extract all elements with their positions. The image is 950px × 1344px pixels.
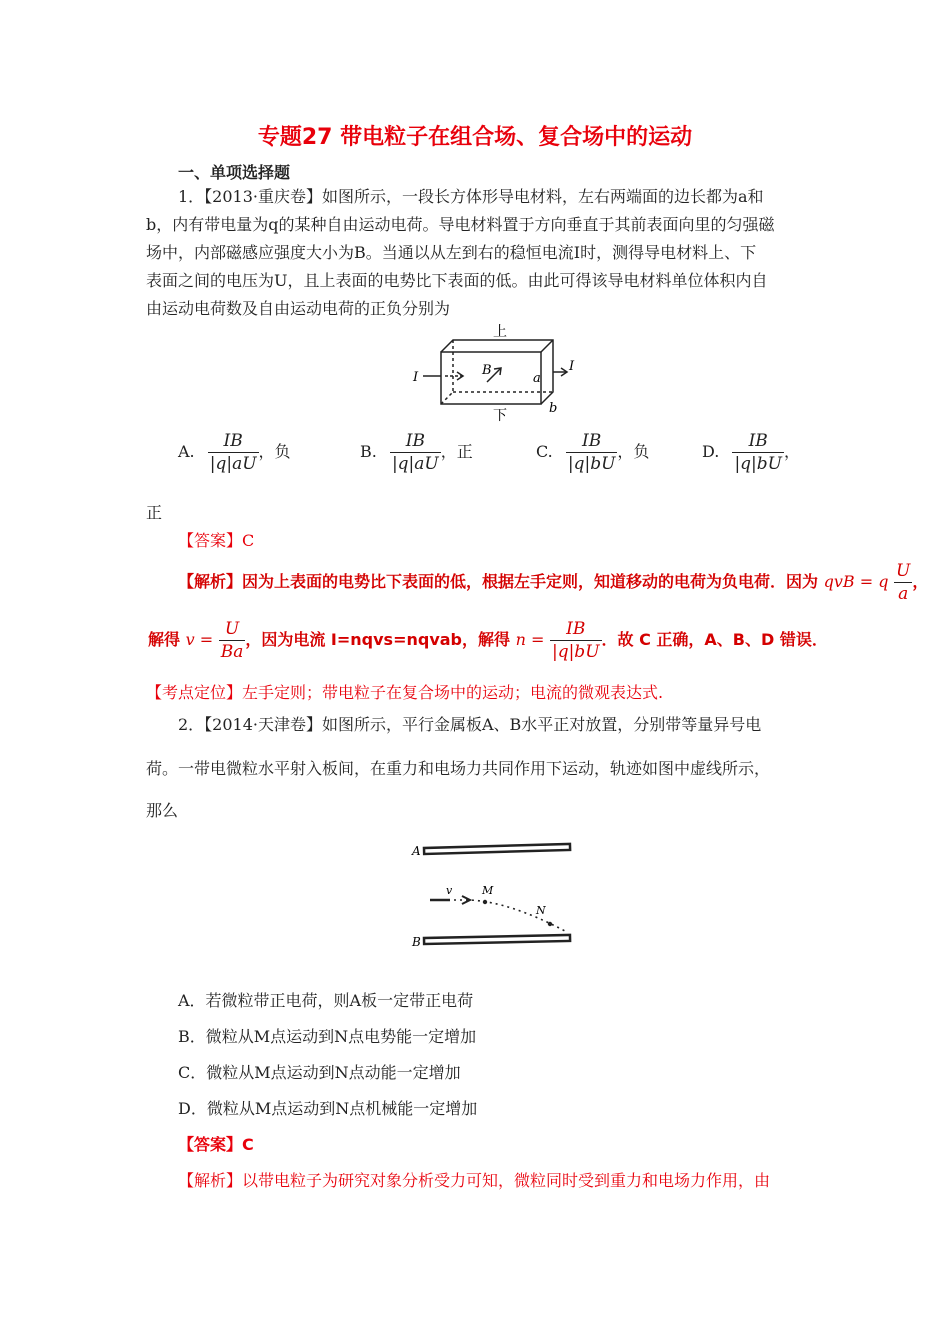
- fig-label-a: a: [533, 371, 541, 386]
- fig-label-v: v: [446, 884, 453, 897]
- q1-line-1: 1．【2013·重庆卷】如图所示，一段长方体形导电材料，左右两端面的边长都为a和: [178, 187, 764, 206]
- option-b-fraction: $\frac{IB}{|q|aU}$: [391, 431, 439, 474]
- q2-choice-d: D．微粒从M点运动到N点机械能一定增加: [178, 1099, 478, 1118]
- option-c: C. $\frac{IB}{|q|bU}$ ，负: [536, 431, 650, 474]
- fig-label-plate-b: B: [412, 935, 421, 949]
- q2-figure-plates: [410, 836, 580, 956]
- q2-analysis: 【解析】以带电粒子为研究对象分析受力可知，微粒同时受到重力和电场力作用，由: [178, 1171, 771, 1190]
- option-d: D. $\frac{IB}{|q|bU}$ ，: [702, 431, 800, 474]
- option-d-fraction: $\frac{IB}{|q|bU}$: [734, 431, 782, 474]
- fig-label-m: M: [482, 884, 494, 897]
- q1-answer: 【答案】C: [178, 531, 255, 550]
- option-a: A. $\frac{IB}{|q|aU}$ ，负: [178, 431, 291, 474]
- q1-line-3: 场中，内部磁感应强度大小为B。当通以从左到右的稳恒电流I时，测得导电材料上、下: [146, 243, 757, 262]
- q1-line-4: 表面之间的电压为U，且上表面的电势比下表面的低。由此可得该导电材料单位体积内自: [146, 271, 768, 290]
- fig-label-i-right: I: [569, 359, 575, 374]
- q1-kaodian: 【考点定位】左手定则；带电粒子在复合场中的运动；电流的微观表达式.: [146, 683, 664, 702]
- option-c-fraction: $\frac{IB}{|q|bU}$: [567, 431, 616, 474]
- section-heading: 一、单项选择题: [178, 163, 291, 182]
- page-title: 专题27 带电粒子在组合场、复合场中的运动: [257, 125, 693, 150]
- q2-line-3: 那么: [146, 801, 179, 820]
- q2-choice-a: A．若微粒带正电荷，则A板一定带正电荷: [178, 991, 474, 1010]
- fig-label-i-left: I: [413, 370, 419, 385]
- option-b: B. $\frac{IB}{|q|aU}$ ，正: [360, 431, 473, 474]
- fig-label-b-edge: b: [549, 401, 558, 416]
- fig-label-bottom: 下: [493, 408, 507, 424]
- q1-analysis-line-2: 解得 v = $\frac{U}{Ba}$ ，因为电流 I=nqvs=nqvab，解得 n = $\frac{IB}{|q|bU}$ ．故 C 正确，A、B、D 错误．: [148, 619, 828, 662]
- fig-label-b-field: B: [482, 363, 492, 378]
- q1-line-2: b，内有带电量为q的某种自由运动电荷。导电材料置于方向垂直于其前表面向里的匀强磁: [146, 215, 775, 234]
- eq3-fraction: $\frac{IB}{|q|bU}$: [551, 619, 600, 662]
- q2-line-1: 2．【2014·天津卷】如图所示，平行金属板A、B水平正对放置，分别带等量异号电: [178, 715, 762, 734]
- q1-analysis-line-1: 【解析】因为上表面的电势比下表面的低，根据左手定则，知道移动的电荷为负电荷．因为 qvB = q $\frac{U}{a}$ ，: [178, 561, 929, 604]
- option-a-fraction: $\frac{IB}{|q|aU}$: [209, 431, 257, 474]
- q2-answer: 【答案】C: [178, 1135, 254, 1154]
- q1-line-5: 由运动电荷数及自由运动电荷的正负分别为: [146, 299, 451, 318]
- q2-choice-b: B．微粒从M点运动到N点电势能一定增加: [178, 1027, 477, 1046]
- fig-label-plate-a: A: [412, 844, 421, 858]
- eq1-fraction: $\frac{U}{a}$: [896, 561, 911, 604]
- q2-choice-c: C．微粒从M点运动到N点动能一定增加: [178, 1063, 461, 1082]
- q2-line-2: 荷。一带电微粒水平射入板间，在重力和电场力共同作用下运动，轨迹如图中虚线所示，: [146, 759, 771, 778]
- q1-figure-conductor: [405, 320, 590, 425]
- eq2-fraction: $\frac{U}{Ba}$: [220, 619, 244, 662]
- fig-label-top: 上: [493, 324, 507, 340]
- fig-label-n: N: [536, 904, 546, 917]
- option-d-wrap: 正: [146, 503, 163, 522]
